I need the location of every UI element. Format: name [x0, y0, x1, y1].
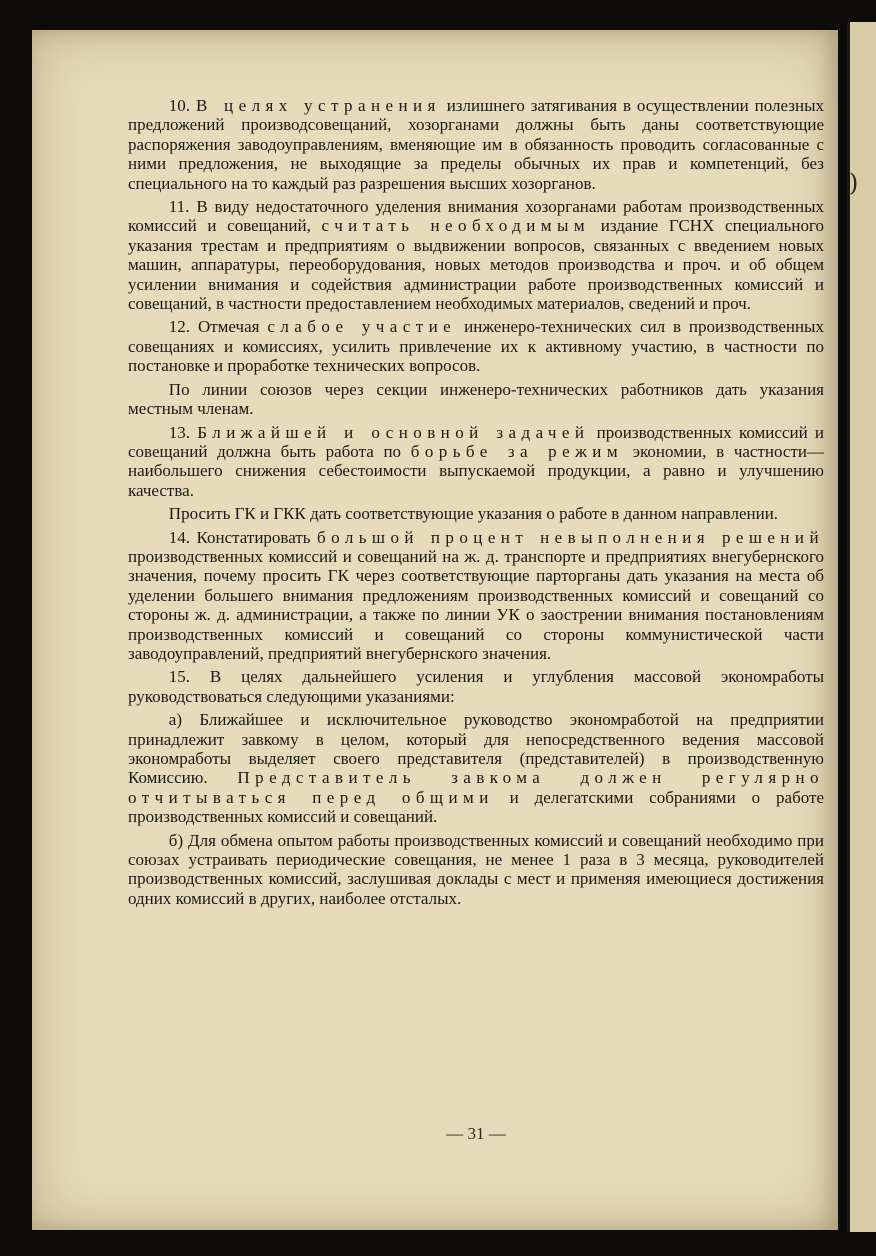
next-page-edge [847, 22, 876, 1232]
paragraph-15a: а) Ближайшее и исключительное руководство экономработой на предприятии принадлежит завкому в целом, который для непосредственного ведения массовой экономработы выделяет своего представителя (представителей) в производственную Комиссию. Представитель завкома должен регулярно отчитываться перед общими и делегатскими собраниями о работе производственных комиссий и совещаний. [128, 710, 824, 827]
paragraph-12: 12. Отмечая слабое участие инженеро-технических сил в производственных совещаниях и комиссиях, усилить привлечение их к активному участию, в частности по постановке и проработке технических вопросов. [128, 317, 824, 376]
folio-area [128, 0, 824, 1256]
bracket-mark: ) [849, 169, 859, 197]
paragraph-14: 14. Констатировать большой процент невыполнения решений производственных комиссий и совещаний на ж. д. транспорте и предприятиях внегубернского значения, почему просить ГК через соответствующие парторганы дать указания на места об уделении большего внимания предложениям производственных комиссий и совещаний со стороны ж. д. администрации, а также по линии УК о заострении внимания постановлениям производственных комиссий и совещаний со стороны коммунистической части заводоуправлений, предприятий внегубернского значения. [128, 527, 824, 663]
paragraph-10: 10. В целях устранения излишнего затягивания в осуществлении полезных предложений производсовещаний, хозорганами должны быть даны соответствующие распоряжения заводоуправлениям, вменяющие им в обязанность проводить согласованные с ними предложения, не выходящие за пределы обычных их прав и компетенций, без специального на то каждый раз разрешения высших хозорганов. [128, 96, 824, 193]
paragraph-15b: б) Для обмена опытом работы производственных комиссий и совещаний необходимо при союзах устраивать периодические совещания, не менее 1 раза в 3 месяца, руководителей производственных комиссий, заслушивая доклады с мест и применяя имеющиеся достижения одних комиссий в других, наиболее отсталых. [128, 830, 824, 908]
paragraph-11: 11. В виду недостаточного уделения внимания хозорганами работам производственных комиссий и совещаний, считать необходимым издание ГСНХ специального указания трестам и предприятиям о выдвижении вопросов, связанных с введением новых машин, аппаратуры, переоборудования, новых методов производства и проч. и об общем усилении внимания и содействия администрации работе производственных комиссий и совещаний, в частности предоставлением необходимых материалов, сведений и проч. [128, 197, 824, 314]
page-number: — 31 — [446, 1124, 506, 1143]
paragraph-13: 13. Ближайшей и основной задачей производственных комиссий и совещаний должна быть работа по борьбе за режим экономии, в частности—наибольшего снижения себестоимости выпускаемой продукции, а равно и улучшению качества. [128, 422, 825, 500]
paragraph-13-continued: Просить ГК и ГКК дать соответствующие указания о работе в данном направлении. [168, 504, 779, 524]
paragraph-15: 15. В целях дальнейшего усиления и углубления массовой экономработы руководствоваться следующими указаниями: [128, 667, 824, 706]
paragraph-12-continued: По линии союзов через секции инженеро-технических работников дать указания местным членам. [128, 379, 824, 419]
